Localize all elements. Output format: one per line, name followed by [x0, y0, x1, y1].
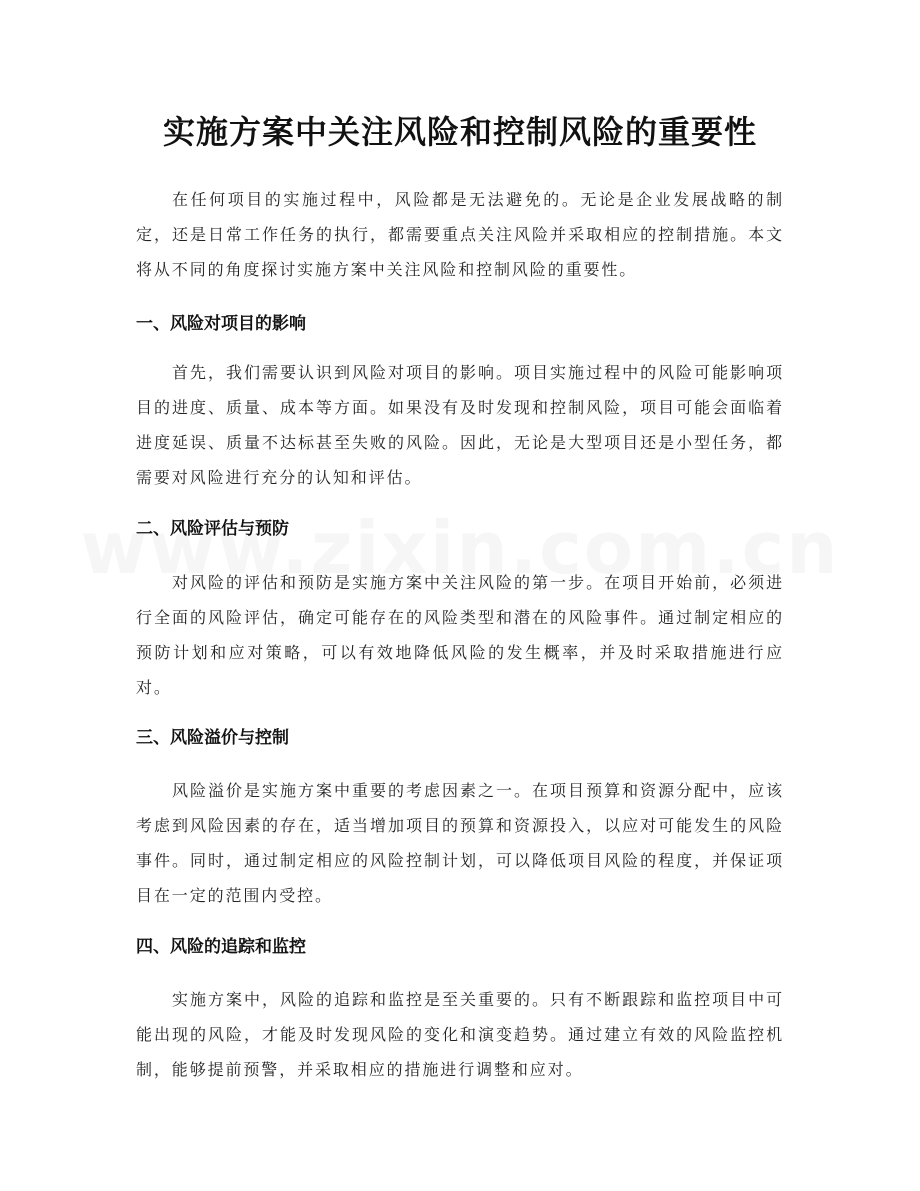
section-body-3: 风险溢价是实施方案中重要的考虑因素之一。在项目预算和资源分配中，应该考虑到风险因素的存在，适当增加项目的预算和资源投入，以应对可能发生的风险事件。同时，通过制定相应的风险控制计划，可以降低项目风险的程度，并保证项目在一定的范围内受控。: [136, 781, 784, 905]
section-body-1: 首先，我们需要认识到风险对项目的影响。项目实施过程中的风险可能影响项目的进度、质量、成本等方面。如果没有及时发现和控制风险，项目可能会面临着进度延误、质量不达标甚至失败的风险。因此，无论是大型项目还是小型任务，都需要对风险进行充分的认知和评估。: [136, 363, 784, 487]
page-title: 实施方案中关注风险和控制风险的重要性: [162, 113, 757, 151]
section-heading-3: 三、风险溢价与控制: [136, 728, 289, 748]
section-body-2: 对风险的评估和预防是实施方案中关注风险的第一步。在项目开始前，必须进行全面的风险评估，确定可能存在的风险类型和潜在的风险事件。通过制定相应的预防计划和应对策略，可以有效地降低风险的发生概率，并及时采取措施进行应对。: [136, 573, 784, 697]
section-heading-2: 二、风险评估与预防: [136, 519, 289, 539]
section-body-4: 实施方案中，风险的追踪和监控是至关重要的。只有不断跟踪和监控项目中可能出现的风险，才能及时发现风险的变化和演变趋势。通过建立有效的风险监控机制，能够提前预警，并采取相应的措施进行调整和应对。: [136, 990, 784, 1079]
intro-paragraph: 在任何项目的实施过程中，风险都是无法避免的。无论是企业发展战略的制定，还是日常工作任务的执行，都需要重点关注风险并采取相应的控制措施。本文将从不同的角度探讨实施方案中关注风险和控制风险的重要性。: [136, 190, 784, 279]
section-heading-4: 四、风险的追踪和监控: [136, 937, 306, 957]
section-heading-1: 一、风险对项目的影响: [136, 314, 306, 334]
